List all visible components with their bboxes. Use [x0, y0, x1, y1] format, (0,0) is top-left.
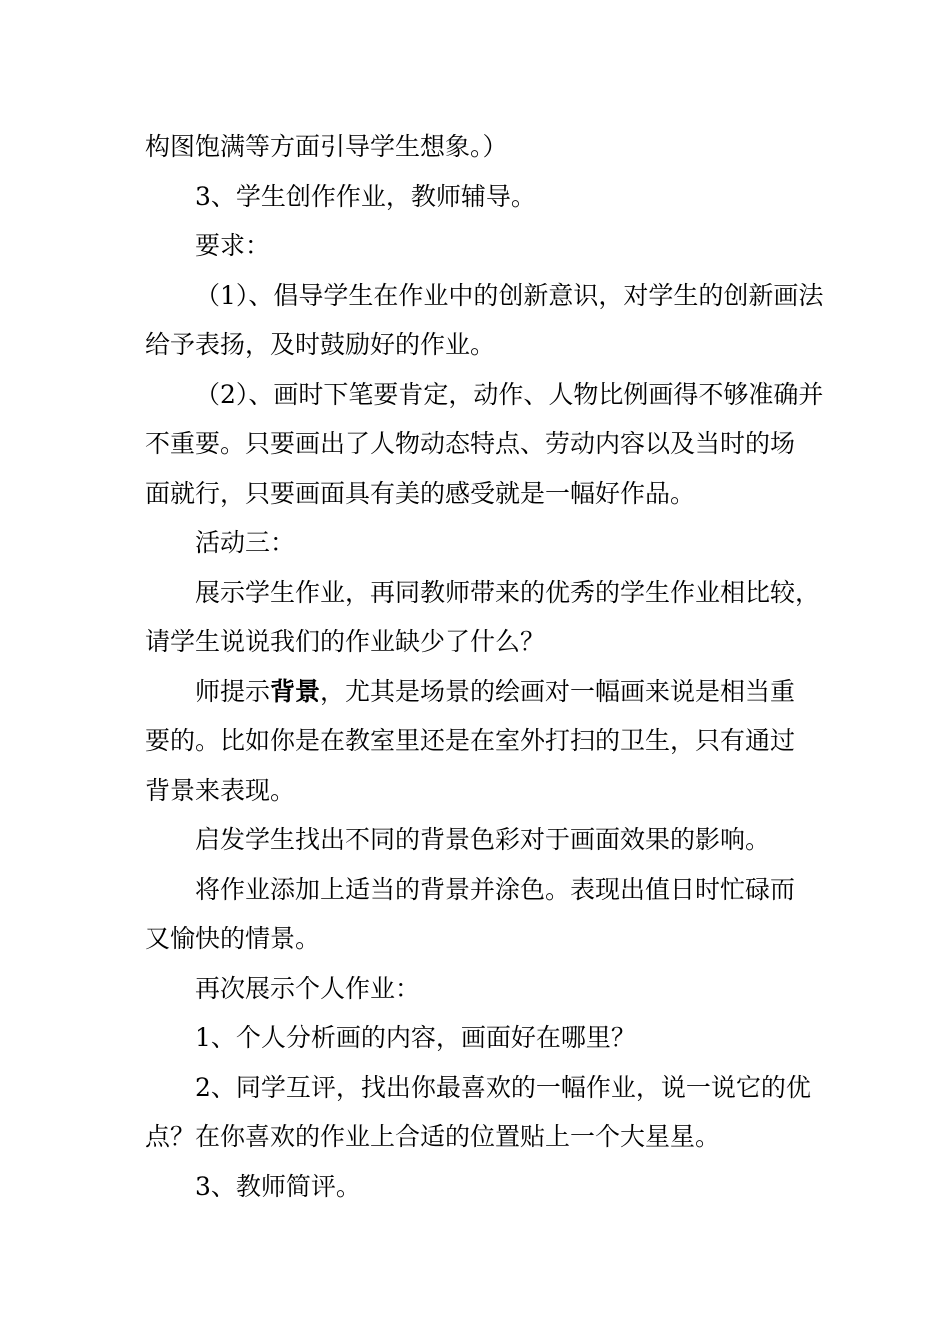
- text-line: 活动三：: [195, 528, 296, 557]
- text-line: 要的。比如你是在教室里还是在室外打扫的卫生，只有通过: [145, 726, 796, 755]
- text-line: 给予表扬，及时鼓励好的作业。: [145, 330, 496, 359]
- text-line: （2）、画时下笔要肯定，动作、人物比例画得不够准确并: [195, 379, 824, 409]
- text-line: 启发学生找出不同的背景色彩对于画面效果的影响。: [195, 825, 771, 854]
- text-line: 3、学生创作作业，教师辅导。: [195, 181, 536, 211]
- text-line: 要求：: [195, 231, 271, 260]
- text-line: 构图饱满等方面引导学生想象。）: [145, 132, 508, 161]
- text-line: 背景来表现。: [145, 775, 296, 805]
- text-line: 3、教师简评。: [195, 1171, 361, 1201]
- text-line: 又愉快的情景。: [145, 924, 321, 953]
- document-body: [145, 122, 824, 1211]
- text-line: 2、同学互评，找出你最喜欢的一幅作业，说一说它的优: [195, 1072, 811, 1102]
- text-line: 再次展示个人作业：: [195, 973, 421, 1003]
- text-line: 点？在你喜欢的作业上合适的位置贴上一个大星星。: [145, 1122, 721, 1151]
- text-segment: ，尤其是场景的绘画对一幅画来说是相当重: [320, 676, 796, 706]
- text-line: 请学生说说我们的作业缺少了什么？: [145, 627, 546, 656]
- text-segment: 师提示: [195, 676, 271, 706]
- bold-keyword: 背景: [270, 676, 321, 706]
- text-line: 不重要。只要画出了人物动态特点、劳动内容以及当时的场: [145, 429, 796, 458]
- text-line: 将作业添加上适当的背景并涂色。表现出值日时忙碌而: [195, 874, 796, 904]
- text-line: （1）、倡导学生在作业中的创新意识，对学生的创新画法: [195, 280, 824, 310]
- text-line: 1、个人分析画的内容，画面好在哪里？: [195, 1023, 636, 1052]
- text-line: 展示学生作业，再同教师带来的优秀的学生作业相比较，: [195, 577, 821, 607]
- text-line: 面就行，只要画面具有美的感受就是一幅好作品。: [145, 478, 696, 508]
- text-line: [145, 667, 811, 717]
